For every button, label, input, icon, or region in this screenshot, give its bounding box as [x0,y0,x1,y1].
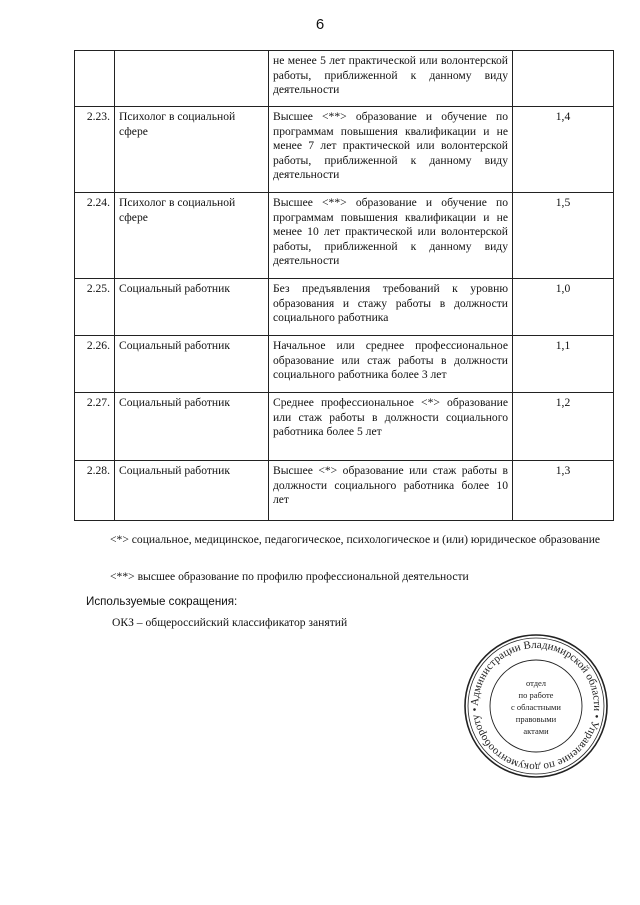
table-row [75,279,614,336]
seal-center-line: актами [523,726,549,736]
position-cell: Социальный работник [115,461,269,521]
official-seal [462,632,610,780]
coefficient-cell: 1,0 [513,279,614,336]
seal-ring-text: Администрации Владимирской области • Управление по документообороту • [468,638,604,774]
position-cell: Социальный работник [115,336,269,393]
requirements-cell: Среднее профессиональное <*> образование или стаж работы в должности социального работника более 5 лет [269,393,513,461]
table-row [75,461,614,521]
row-number [75,51,115,107]
requirements-cell: Высшее <*> образование или стаж работы в должности социального работника более 10 лет [269,461,513,521]
table-row [75,51,614,107]
table-row [75,336,614,393]
row-number: 2.25. [75,279,115,336]
row-number: 2.27. [75,393,115,461]
page-number: 6 [315,16,325,33]
coefficient-cell: 1,5 [513,193,614,279]
requirements-cell: Высшее <**> образование и обучение по программам повышения квалификации и не менее 10 лет практической или волонтерской работы, приближенной к данному виду деятельности [269,193,513,279]
requirements-cell: не менее 5 лет практической или волонтерской работы, приближенной к данному виду деятельности [269,51,513,107]
requirements-cell: Высшее <**> образование и обучение по программам повышения квалификации и не менее 7 лет практической или волонтерской работы, приближенной к данному виду деятельности [269,107,513,193]
abbreviations-title: Используемые сокращения: [86,595,238,608]
table-row [75,393,614,461]
footnote-double-star: <**> высшее образование по профилю профессиональной деятельности [110,570,469,583]
seal-center-line: правовыми [515,714,557,724]
footnote-single-star: <*> социальное, медицинское, педагогическое, психологическое и (или) юридическое образование [110,533,601,546]
qualification-table [74,50,614,521]
row-number: 2.24. [75,193,115,279]
seal-center-line: по работе [518,690,554,700]
table-row [75,193,614,279]
row-number: 2.23. [75,107,115,193]
requirements-cell: Начальное или среднее профессиональное образование или стаж работы в должности социального работника более 3 лет [269,336,513,393]
position-cell: Социальный работник [115,279,269,336]
coefficient-cell [513,51,614,107]
requirements-cell: Без предъявления требований к уровню образования и стажу работы в должности социального работника [269,279,513,336]
abbreviation-item: ОКЗ – общероссийский классификатор занятий [112,616,348,629]
seal-center-line: с областными [511,702,561,712]
row-number: 2.28. [75,461,115,521]
position-cell: Психолог в социальной сфере [115,107,269,193]
table-row [75,107,614,193]
coefficient-cell: 1,3 [513,461,614,521]
coefficient-cell: 1,2 [513,393,614,461]
position-cell [115,51,269,107]
row-number: 2.26. [75,336,115,393]
position-cell: Психолог в социальной сфере [115,193,269,279]
coefficient-cell: 1,1 [513,336,614,393]
coefficient-cell: 1,4 [513,107,614,193]
position-cell: Социальный работник [115,393,269,461]
seal-center-line: отдел [525,678,547,688]
